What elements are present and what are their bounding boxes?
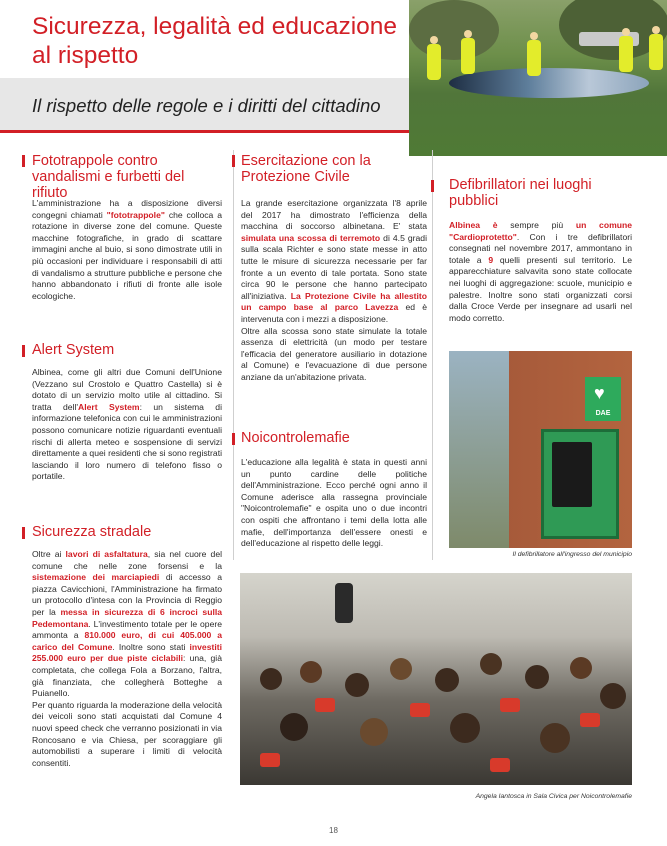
header-photo-protezione-civile [409, 0, 667, 156]
section-heading-sicurezza-stradale: Sicurezza stradale [32, 524, 152, 540]
page-title: Sicurezza, legalità ed educazione al rispetto [32, 13, 398, 69]
column-divider [432, 150, 433, 560]
section-body-fototrappole: L'amministrazione ha a disposizione diversi congegni chiamati "fototrappole" che colloca a rotazione in diverse zone del comune. Queste macchine fotografiche, in grado di scattare immagini anche al buio, si sono dimostrate utili in più occasioni per individuare i responsabili di atti di vandalismo a strutture pubbliche e persone che hanno abbandonato i rifiuti di fronte alle isole ecologiche. [32, 198, 222, 301]
section-body-noicontrolemafie: L'educazione alla legalità è stata in questi anni un punto cardine delle politiche dell'Amministrazione. Ecco perché ogni anno il Comune aderisce alla rassegna provinciale "Noicontrolemafie" e ospita uno o due incontri con ospiti che affrontano i temi della lotta alle mafie, dell'importanza dell'essere onesti e dell'educazione al rispetto delle leggi. [241, 457, 427, 549]
page-number: 18 [329, 826, 338, 835]
section-marker [232, 155, 235, 167]
photo-caption: Angela Iantosca in Sala Civica per Noicontrolemafie [475, 793, 632, 800]
section-marker [22, 345, 25, 357]
defibrillator-sign: ♥ DAE [585, 377, 621, 421]
page-subtitle: Il rispetto delle regole e i diritti del cittadino [32, 95, 381, 116]
section-heading-alert-system: Alert System [32, 342, 115, 358]
section-heading-noicontrolemafie: Noicontrolemafie [241, 430, 350, 446]
section-heading-protezione-civile: Esercitazione con la Protezione Civile [241, 153, 371, 185]
column-divider [233, 150, 234, 560]
section-body-alert-system: Albinea, come gli altri due Comuni dell'Unione (Vezzano sul Crostolo e Quattro Castella) si è dotato di un servizio molto utile al cittadino. Si tratta dell'Alert System: un sistema di informazione telefonica con cui le amministrazioni possono comunicare notizie riguardanti eventuali rischi di allerta meteo e sospensione di servizi direttamente a quei residenti che si sono registrati lasciando il loro numero di telefono fisso o portatile. [32, 367, 222, 482]
section-body-sicurezza-stradale: Oltre ai lavori di asfaltatura, sia nel cuore del comune che nelle zone forsensi e la sistemazione dei marciapiedi di accesso a piazza Cavicchioni, l'Amministrazione ha firmato un protocollo d'intesa con la Provincia di Reggio per la messa in sicurezza di 6 incroci sulla Pedemontana. L'investimento totale per le opere ammonta a 810.000 euro, di cui 405.000 a carico del Comune. Inoltre sono stati investiti 255.000 euro per due piste ciclabili: una, già completata, che collega Fola a Borzano, l'altra, già finanziata, che collegherà Botteghe a Puianello. Per quanto riguarda la moderazione della velocità dei veicoli sono stati acquistati dal Comune 4 nuovi speed check che verranno posizionati in via Roncosano e via Chiesa, per scoraggiare gli automobilisti a superare i limiti di velocità consentiti. [32, 549, 223, 768]
section-heading-fototrappole: Fototrappole contro vandalismi e furbetti del rifiuto [32, 153, 185, 201]
section-marker [232, 433, 235, 445]
section-marker [431, 180, 434, 192]
section-marker [22, 155, 25, 167]
section-marker [22, 527, 25, 539]
heart-icon: ♥ [594, 383, 605, 403]
photo-caption: Il defibrillatore all'ingresso del municipio [512, 551, 632, 558]
section-body-protezione-civile: La grande esercitazione organizzata l'8 aprile del 2017 ha dimostrato l'efficienza della macchina di soccorso albinetana. E' stata simulata una scossa di terremoto di 4.5 gradi sulla scala Richter e sono state messe in atto tutte le misure di sicurezza necessarie per far fronte a un evento di tale portata. Sono state circa 90 le persone che hanno partecipato all'iniziativa. La Protezione Civile ha allestito un campo base al parco Lavezza ed è intervenuta con i mezzi a disposizione. Oltre alla scossa sono state simulate la totale assenza di elettricità (un modo per testare l'efficacia del generatore ausiliario in dotazione al Comune) e l'evacuazione di due persone anziane da un'abitazione privata. [241, 198, 427, 382]
section-heading-defibrillatori: Defibrillatori nei luoghi pubblici [449, 177, 592, 209]
defibrillator-photo [449, 351, 632, 548]
defibrillator-cabinet [541, 429, 619, 539]
section-body-defibrillatori: Albinea è sempre più un comune "Cardioprotetto". Con i tre defibrillatori consegnati nel novembre 2017, ammontano in totale a 9 quelli presenti sul territorio. Le apparecchiature salvavita sono state collocate nei luoghi di aggregazione: scuole, municipio e palestre. Inoltre sono stati organizzati corsi dalla Croce Verde per insegnare ad usarli nel modo corretto. [449, 220, 633, 323]
audience-photo [240, 573, 632, 785]
